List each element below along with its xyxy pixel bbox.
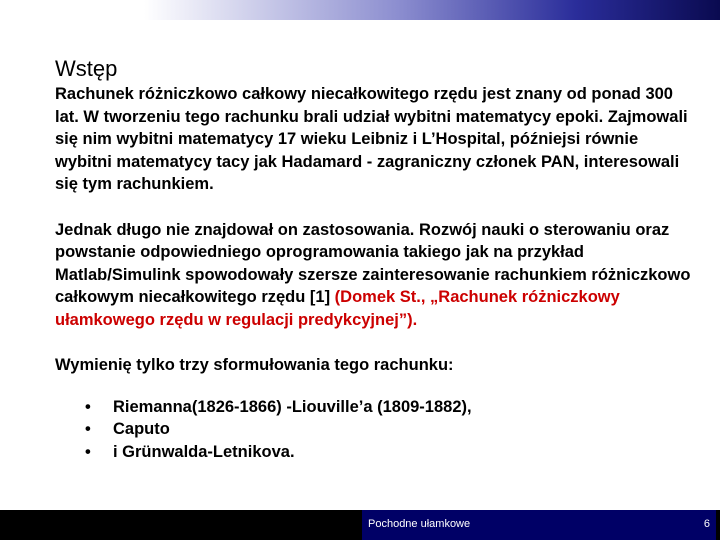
paragraph-intro: Rachunek różniczkowo całkowy niecałkowitego rzędu jest znany od ponad 300 lat. W tworzeniu tego rachunku brali udział wybitni matematycy epoki. Zajmowali się nim wybitni matematycy 17 wieku Leibniz i L’Hospital, późniejsi równie wybitni matematycy tacy jak Hadamard - zagraniczny członek PAN, interesowali się tym rachunkiem. xyxy=(55,85,688,193)
footer-label-box xyxy=(362,510,716,540)
list-item xyxy=(85,418,695,441)
bullet-icon: • xyxy=(85,420,91,438)
page-number: 6 xyxy=(703,518,710,530)
footer-bar xyxy=(0,510,720,540)
list-item-text: i Grünwalda-Letnikova. xyxy=(113,442,295,461)
bullet-icon: • xyxy=(85,442,91,461)
paragraph-applications-text: Jednak długo nie znajdował on zastosowania. Rozwój nauki o sterowaniu oraz powstanie odpowiedniego oprogramowania takiego jak na przykład Matlab/Simulink spowodowały szersze zainteresowanie rachunkiem różniczkowo całkowym niecałkowitego rzędu [1] xyxy=(55,220,691,306)
reference-citation: (Domek St., „Rachunek różniczkowy ułamkowego rzędu w regulacji predykcyjnej”). xyxy=(55,288,620,329)
list-item-text: Riemanna(1826-1866) -Liouville’a (1809-1882), xyxy=(113,397,472,416)
list-item xyxy=(85,441,695,464)
footer-label: Pochodne ułamkowe xyxy=(368,518,471,530)
list-item-text: Caputo xyxy=(113,420,170,438)
paragraph-formulations: Wymienię tylko trzy sformułowania tego rachunku: xyxy=(55,356,454,374)
bullet-icon: • xyxy=(85,397,91,416)
list-item xyxy=(85,396,695,419)
paragraph-applications xyxy=(55,219,695,332)
formulations-list xyxy=(55,396,695,464)
slide-content xyxy=(55,83,695,463)
top-gradient-bar xyxy=(0,0,720,20)
slide-title: Wstęp xyxy=(55,56,118,81)
